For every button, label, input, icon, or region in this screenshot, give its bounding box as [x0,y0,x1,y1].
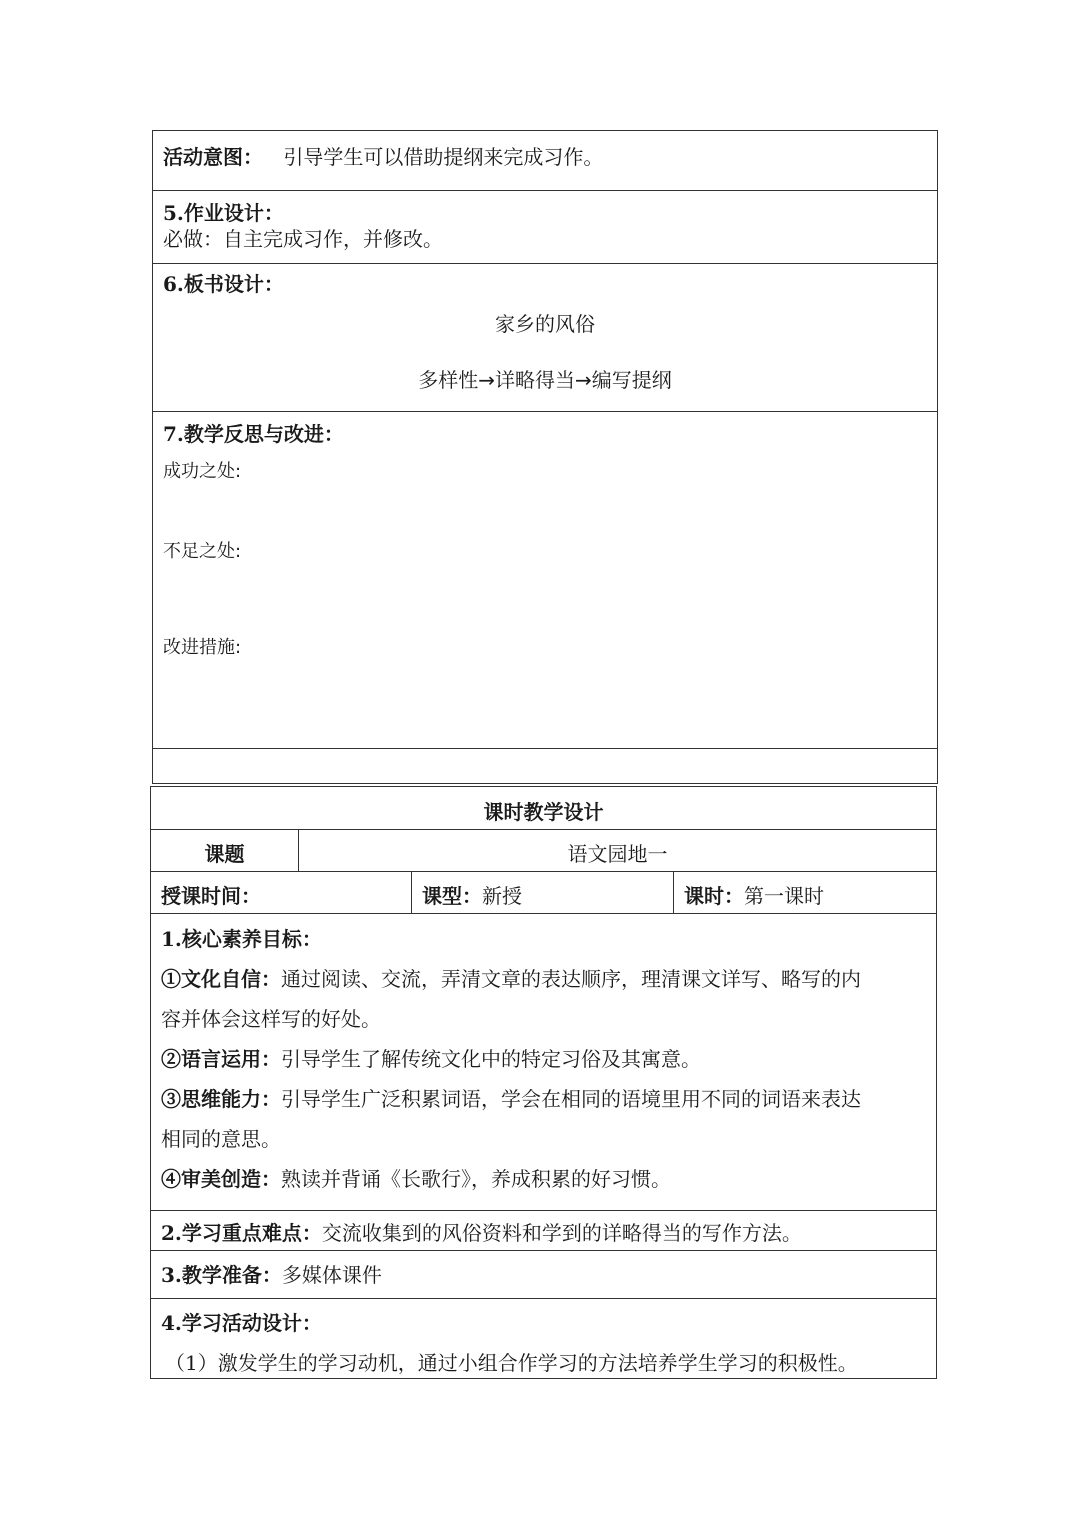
period-cell [674,872,937,914]
topic-label: 课题 [151,830,299,872]
goal-2-label: ②语言运用： [161,1047,281,1071]
reflection-title: 7.教学反思与改进： [163,422,344,446]
topic-value: 语文园地一 [299,830,937,872]
activity-item-1: （1）激发学生的学习动机，通过小组合作学习的方法培养学生学习的积极性。 [165,1351,858,1375]
goals-row [151,914,937,1211]
homework-text: 必做：自主完成习作，并修改。 [163,227,443,251]
key-points-label: 2.学习重点难点： [161,1221,322,1245]
reflection-success: 成功之处: [163,461,242,482]
goal-2 [161,1039,926,1079]
goal-1-label: ①文化自信： [161,967,281,991]
activity-intent-label: 活动意图： [163,145,263,169]
goal-3 [161,1079,926,1119]
prep-text: 多媒体课件 [281,1263,382,1287]
activity-design-row [151,1299,937,1379]
homework-cell [153,191,938,264]
board-title: 6.板书设计： [163,272,284,296]
type-label: 课型： [422,884,482,908]
goal-4 [161,1159,926,1199]
lesson-design-table [150,786,937,1379]
goal-4-label: ④审美创造： [161,1167,281,1191]
key-points-text: 交流收集到的风俗资料和学到的详略得当的写作方法。 [321,1221,802,1245]
goals-title: 1.核心素养目标： [161,927,322,951]
goal-1 [161,959,926,999]
board-line-1: 家乡的风俗 [495,312,595,336]
prep-row [151,1251,937,1299]
goal-4-text: 熟读并背诵《长歌行》，养成积累的好习惯。 [281,1167,671,1191]
board-row [153,264,938,412]
prep-cell [151,1251,937,1299]
type-cell [412,872,674,914]
reflection-shortcoming: 不足之处: [163,541,242,562]
prep-label: 3.教学准备： [161,1263,282,1287]
reflection-improve: 改进措施: [163,637,242,658]
goal-2-text: 引导学生了解传统文化中的特定习俗及其寓意。 [281,1047,701,1071]
goals-cell [151,914,937,1211]
goal-3-text: 引导学生广泛积累词语，学会在相同的语境里用不同的词语来表达 [281,1087,861,1111]
key-points-cell [151,1211,937,1251]
info-row [151,872,937,914]
period-value: 第一课时 [744,884,824,908]
activity-design-cell [151,1299,937,1379]
empty-cell [153,749,938,784]
key-points-row [151,1211,937,1251]
board-line-2: 多样性→详略得当→编写提纲 [418,368,672,392]
goal-1-text-cont: 容并体会这样写的好处。 [161,1007,381,1031]
type-value: 新授 [482,884,522,908]
activity-intent-cell [153,131,938,191]
goal-1-text: 通过阅读、交流，弄清文章的表达顺序，理清课文详写、略写的内 [281,967,861,991]
reflection-cell [153,412,938,749]
homework-row [153,191,938,264]
lesson-title: 课时教学设计 [151,787,937,830]
top-table [152,130,938,784]
topic-row [151,830,937,872]
reflection-row [153,412,938,749]
board-cell [153,264,938,412]
lesson-title-row [151,787,937,830]
activity-intent-text: 引导学生可以借助提纲来完成习作。 [283,145,604,169]
goal-3-label: ③思维能力： [161,1087,281,1111]
homework-title: 5.作业设计： [163,201,284,225]
time-label: 授课时间： [151,872,412,914]
activity-intent-row [153,131,938,191]
empty-row [153,749,938,784]
period-label: 课时： [684,884,744,908]
activity-design-title: 4.学习活动设计： [161,1311,322,1335]
goal-3-text-cont: 相同的意思。 [161,1127,281,1151]
